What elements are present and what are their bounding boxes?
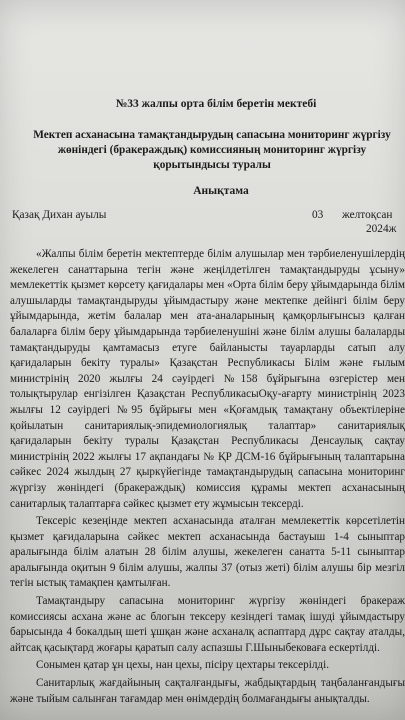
body-paragraph: Сонымен қатар ұн цехы, нан цехы, пісіру цехтары тексерілді. — [36, 659, 329, 672]
school-name: №33 жалпы орта білім беретін мектебі — [115, 98, 317, 110]
body-paragraph: Тамақтандыру сапасына мониторинг жүргізу жөніндегі бракераж комиссиясы асхана және ас блогын тексеру кезіндегі тамақ ішуді ұйымдастыру барысында 4 бокалдың шеті ұшқан және асханалқ аспаптард дұрс сақтау аталды, айтсақ қасықтард жоғары қаратып салу аспазшы Г.Шыныбековаға ескертілді. — [10, 595, 405, 654]
document-content — [10, 98, 405, 707]
body-paragraph: Санитарлық жағдайының сақталғандығы, жабдықтардың таңбаланғандығы және тыйым салынған тағамдар мен өнімдердің болмағандығы анықталды. — [10, 677, 405, 705]
document-title: Мектеп асханасына тамақтандырудың сапасына мониторинг жүргізу жөніндегі (бракераждық) комиссияның мониторинг жүргізу қорытындысы туралы — [33, 129, 391, 171]
date-month: желтоқсан — [342, 209, 393, 221]
place-date-line — [10, 209, 402, 239]
date-day: 03 — [312, 209, 324, 221]
document-type: Анықтама — [193, 185, 249, 197]
date-year: 2024ж — [366, 223, 397, 235]
body-paragraph: «Жалпы білім беретін мектептерде білім алушылар мен тәрбиеленушілердің жекелеген санаттарына тегін және жеңілдетілген тамақтандыруды ұсыну» мемлекеттік қызмет көрсету қағидалары мен «Орта білім беру ұйымдарында білім алушыларды тамақтандыруды ұйымдастыру және мектепке дейінгі білім беру ұйымдарында, жетім балалар мен ата-аналарының қамқорлығынсыз қалған балаларға білім беру ұйымдарында тәрбиеленушіні және білім алушы балаларды тамақтандыруды қамтамасыз етуге байланысты тауарларды сатып алу қағидаларын бекіту туралы» Қазақстан Республикасы Білім және ғылым министрінің 2020 жылғы 24 сәуірдегі №158 бұйрығына өзгерістер мен толықтырулар енгізілген Қазақстан РеспубликасыОқу-ағарту министрінің 2023 жылғы 12 сәуірдегі №95 бұйрығы мен «Қоғамдық тамақтану объектілеріне қойылатын санитариялық-эпидемиологиялық талаптар» санитариялық қағидаларын бекіту туралы Қазақстан Республикасы Денсаулық сақтау министрінің 2022 жылғы 17 ақпандағы № ҚР ДСМ-16 бұйрығының талаптарына сәйкес 2024 жылдың 27 қыркүйегінде тамақтандырудың сапасына мониторинг жүргізу жөніндегі (бракераждық) комиссия құрамы мектеп асханасының санитарлық талаптарға сәйкес қызмет ету жұмысын тексерді. — [10, 248, 405, 510]
body-paragraph: Тексеріс кезеңінде мектеп асханасында аталған мемлекеттік көрсетілетін қызмет қағидаларына сәйкес мектеп асханасында бастауыш 1-4 сыныптар аралығында білім алатын 28 білім алушы, жекелеген санатта 5-11 сыныптар аралығында оқитын 9 білім алушы, жалпы 37 (отыз жеті) білім алушы бір мезгіл тегін ыстық тамақпен қамтылған. — [10, 515, 405, 590]
place-name: Қазақ Дихан ауылы — [12, 209, 107, 221]
